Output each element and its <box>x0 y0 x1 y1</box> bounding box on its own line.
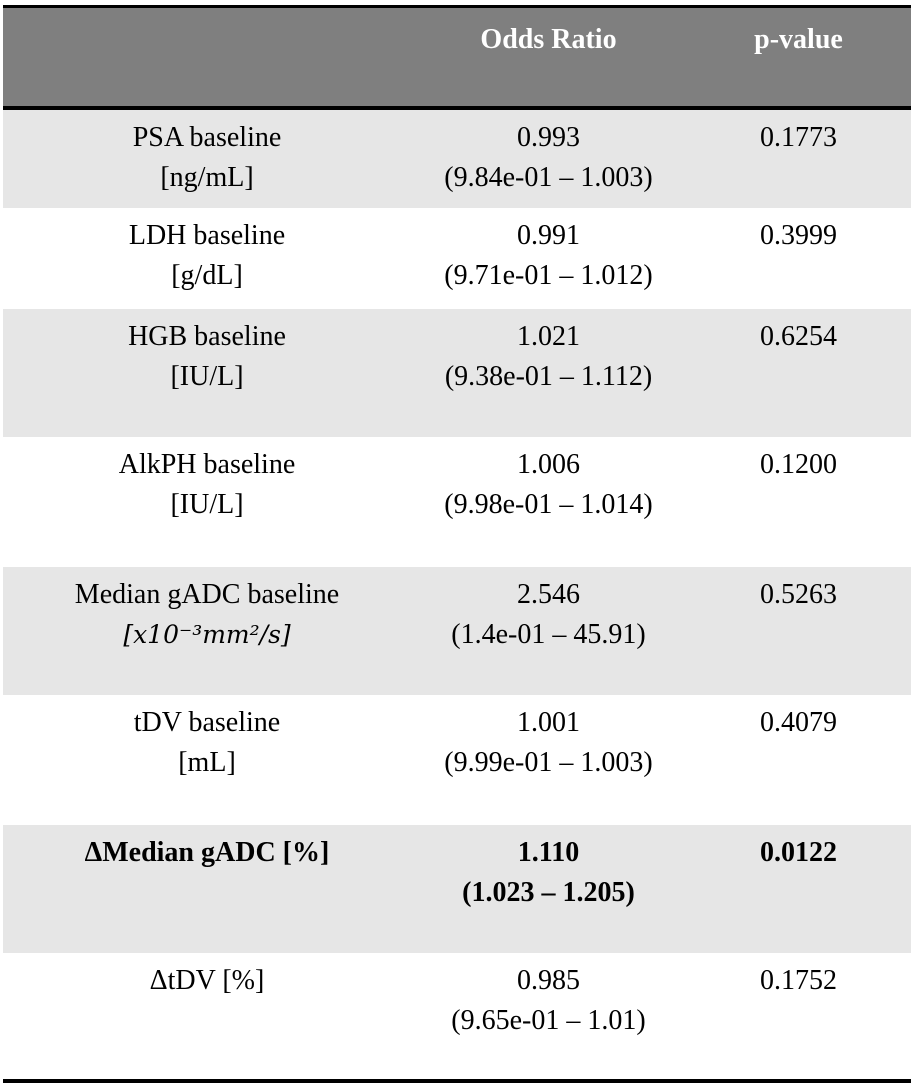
variable-name: Median gADC baseline <box>74 579 340 610</box>
variable-name: AlkPH baseline <box>118 449 296 480</box>
odds-ratio-value: 1.006 <box>517 449 580 480</box>
header-odds-ratio: Odds Ratio <box>480 24 617 55</box>
odds-ratio-value: 1.001 <box>517 707 580 738</box>
header-p-value: p-value <box>754 24 843 55</box>
table-row <box>3 567 911 695</box>
p-value: 0.3999 <box>760 220 837 251</box>
odds-ratio-value: 0.993 <box>517 122 580 153</box>
confidence-interval: (1.4e-01 – 45.91) <box>451 619 646 650</box>
variable-unit: [g/dL] <box>171 260 243 291</box>
table-row <box>3 208 911 309</box>
variable-name: PSA baseline <box>132 122 282 153</box>
variable-unit: [x10⁻³mm²/s] <box>123 620 291 649</box>
table-row-highlighted <box>3 825 911 953</box>
variable-name: HGB baseline <box>128 321 286 352</box>
confidence-interval: (9.99e-01 – 1.003) <box>444 747 653 778</box>
confidence-interval: (9.71e-01 – 1.012) <box>444 260 653 291</box>
table-row <box>3 953 911 1077</box>
variable-name: tDV baseline <box>133 707 281 738</box>
table-header <box>3 8 911 106</box>
confidence-interval: (9.84e-01 – 1.003) <box>444 162 653 193</box>
odds-ratio-value: 1.110 <box>517 837 580 868</box>
variable-unit: [IU/L] <box>170 361 244 392</box>
confidence-interval: (1.023 – 1.205) <box>462 877 635 908</box>
variable-name: ΔtDV [%] <box>149 965 265 996</box>
table-row <box>3 309 911 437</box>
header-variable <box>3 8 411 106</box>
confidence-interval: (9.38e-01 – 1.112) <box>444 361 653 392</box>
p-value: 0.1752 <box>760 965 837 996</box>
p-value: 0.0122 <box>760 837 837 868</box>
variable-unit: [mL] <box>178 747 236 778</box>
variable-name: LDH baseline <box>128 220 286 251</box>
table-bottom-rule <box>3 1079 911 1083</box>
odds-ratio-value: 2.546 <box>517 579 580 610</box>
table-row <box>3 110 911 208</box>
variable-unit: [ng/mL] <box>160 162 254 193</box>
p-value: 0.1200 <box>760 449 837 480</box>
odds-ratio-value: 0.985 <box>517 965 580 996</box>
odds-ratio-table <box>3 5 911 1083</box>
odds-ratio-value: 0.991 <box>517 220 580 251</box>
p-value: 0.1773 <box>760 122 837 153</box>
confidence-interval: (9.65e-01 – 1.01) <box>451 1005 646 1036</box>
table-row <box>3 437 911 567</box>
table-row <box>3 695 911 825</box>
odds-ratio-value: 1.021 <box>517 321 580 352</box>
confidence-interval: (9.98e-01 – 1.014) <box>444 489 653 520</box>
p-value: 0.5263 <box>760 579 837 610</box>
p-value: 0.6254 <box>760 321 837 352</box>
variable-name: ΔMedian gADC [%] <box>84 837 330 868</box>
p-value: 0.4079 <box>760 707 837 738</box>
variable-unit: [IU/L] <box>170 489 244 520</box>
